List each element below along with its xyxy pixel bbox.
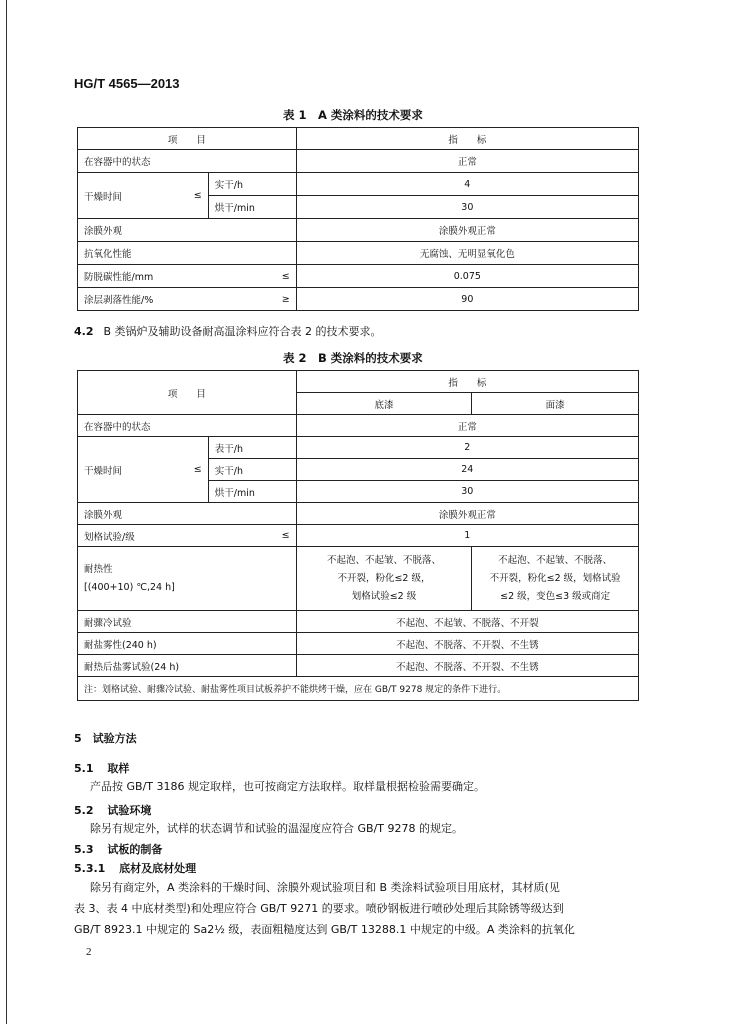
section-title: 取样 [107, 762, 130, 775]
row-label: 划格试验/级 [84, 531, 135, 543]
standard-code-header: HG/T 4565—2013 [74, 76, 180, 91]
table1-head-item: 项 目 [78, 128, 297, 150]
row-label: 干燥时间 [84, 465, 123, 477]
head-topcoat: 面漆 [472, 393, 639, 415]
table-row [78, 525, 639, 547]
row-value: 不起泡、不脱落、不开裂、不生锈 [296, 633, 638, 655]
table1-head-index: 指 标 [296, 128, 638, 150]
table-row [78, 655, 639, 677]
row-label: 干燥时间 [84, 191, 123, 203]
limit-symbol: ≤ [281, 270, 290, 282]
table2-head-item: 项 目 [78, 371, 297, 415]
text-line: GB/T 8923.1 中规定的 Sa2½ 级，表面粗糙度达到 GB/T 13288.1 中规定的中级。A 类涂料的抗氧化 [74, 923, 575, 936]
row-label: 涂层剥落性能/% [84, 295, 154, 306]
table-note-row [78, 677, 639, 701]
table1 [77, 127, 639, 311]
row-value: 30 [296, 481, 638, 503]
section-number: 5.2 [74, 804, 94, 817]
row-value: 1 [296, 525, 638, 547]
row-label-condition: [(400+10) ℃,24 h] [84, 581, 175, 593]
table-row [78, 611, 639, 633]
dry-time-cell [78, 173, 209, 219]
row-label: 抗氧化性能 [78, 242, 297, 265]
text-line: 除另有商定外，A 类涂料的干燥时间、涂膜外观试验项目和 B 类涂料试验项目用底材，其材质(见 [90, 881, 560, 894]
table2-head-index: 指 标 [296, 371, 638, 393]
row-value: 4 [296, 173, 638, 196]
section-5-2-text: 除另有规定外，试样的状态调节和试验的温湿度应符合 GB/T 9278 的规定。 [90, 822, 463, 835]
row-value: 90 [296, 288, 638, 311]
row-label: 涂膜外观 [78, 503, 297, 525]
row-value: 涂膜外观正常 [296, 219, 638, 242]
row-label: 耐热性 [84, 563, 113, 575]
table-row [78, 150, 639, 173]
table-row [78, 173, 639, 196]
row-label: 在容器中的状态 [78, 415, 297, 437]
row-value: 不起泡、不脱落、不开裂、不生锈 [296, 655, 638, 677]
sub-label: 烘干/min [208, 196, 296, 219]
table1-caption: 表 1 A 类涂料的技术要求 [283, 108, 423, 122]
row-value: 30 [296, 196, 638, 219]
table-row [78, 265, 639, 288]
value-line: 不起泡、不起皱、不脱落、 [326, 554, 441, 566]
section-5-title: 5 试验方法 [74, 732, 137, 745]
row-value: 正常 [296, 150, 638, 173]
row-value: 2 [296, 437, 638, 459]
table2 [77, 370, 639, 701]
dry-time-cell [78, 437, 209, 503]
heat-topcoat-value [472, 547, 639, 611]
row-label: 耐盐雾性(240 h) [78, 633, 297, 655]
table-row [78, 288, 639, 311]
row-label: 在容器中的状态 [78, 150, 297, 173]
table2-caption: 表 2 B 类涂料的技术要求 [283, 351, 423, 365]
row-label: 耐骤冷试验 [78, 611, 297, 633]
table-row [78, 503, 639, 525]
page-number: 2 [86, 946, 92, 958]
section-title: 底材及底材处理 [119, 862, 197, 875]
row-value: 正常 [296, 415, 638, 437]
row-value: 0.075 [296, 265, 638, 288]
limit-symbol: ≤ [281, 530, 290, 541]
table-row [78, 242, 639, 265]
sub-label: 实干/h [208, 459, 296, 481]
section-5-1-heading [74, 760, 129, 776]
table1-header-row [78, 128, 639, 150]
row-label: 耐热后盐雾试验(24 h) [78, 655, 297, 677]
section-number: 5.3 [74, 843, 94, 856]
table-row [78, 633, 639, 655]
section-5-1-text: 产品按 GB/T 3186 规定取样，也可按商定方法取样。取样量根据检验需要确定。 [90, 780, 485, 793]
table-row [78, 437, 639, 459]
section-number: 4.2 [74, 325, 94, 338]
section-5-3-1-text [74, 877, 650, 940]
section-5-2-heading [74, 802, 151, 818]
sub-label: 实干/h [208, 173, 296, 196]
row-value: 24 [296, 459, 638, 481]
value-line: 划格试验≤2 级 [351, 590, 417, 602]
sub-label: 表干/h [208, 437, 296, 459]
row-label: 防脱碳性能/mm [84, 272, 154, 283]
row-label: 涂膜外观 [78, 219, 297, 242]
value-line: 不起泡、不起皱、不脱落、 [498, 554, 613, 566]
table2-header-row [78, 371, 639, 393]
page-edge-line [6, 0, 7, 1024]
section-number: 5.3.1 [74, 862, 106, 875]
row-value: 涂膜外观正常 [296, 503, 638, 525]
heat-primer-value [296, 547, 472, 611]
limit-symbol: ≥ [281, 293, 290, 305]
row-value: 无腐蚀、无明显氧化色 [296, 242, 638, 265]
section-5-3-1-heading [74, 860, 196, 876]
sub-label: 烘干/min [208, 481, 296, 503]
section-5-3-heading [74, 841, 162, 857]
paragraph-text: B 类锅炉及辅助设备耐高温涂料应符合表 2 的技术要求。 [103, 325, 382, 338]
value-line: 不开裂，粉化≤2 级，划格试验 [489, 572, 621, 584]
value-line: 不开裂，粉化≤2 级， [337, 572, 431, 584]
value-line: ≤2 级，变色≤3 级或商定 [500, 590, 611, 602]
limit-symbol: ≤ [193, 464, 202, 475]
section-title: 试板的制备 [107, 843, 163, 856]
limit-symbol: ≤ [193, 190, 202, 201]
section-title: 试验环境 [107, 804, 152, 817]
row-value: 不起泡、不起皱、不脱落、不开裂 [296, 611, 638, 633]
heat-resistance-label [78, 547, 297, 611]
text-line: 表 3、表 4 中底材类型)和处理应符合 GB/T 9271 的要求。喷砂钢板进行喷砂处理后其除锈等级达到 [74, 902, 564, 915]
table-row [78, 547, 639, 611]
head-primer: 底漆 [296, 393, 472, 415]
table-row [78, 219, 639, 242]
paragraph-4-2 [74, 323, 382, 339]
section-number: 5.1 [74, 762, 94, 775]
table-row [78, 415, 639, 437]
table-note: 注：划格试验、耐骤冷试验、耐盐雾性项目试板养护不能烘烤干燥，应在 GB/T 9278 规定的条件下进行。 [78, 677, 639, 701]
